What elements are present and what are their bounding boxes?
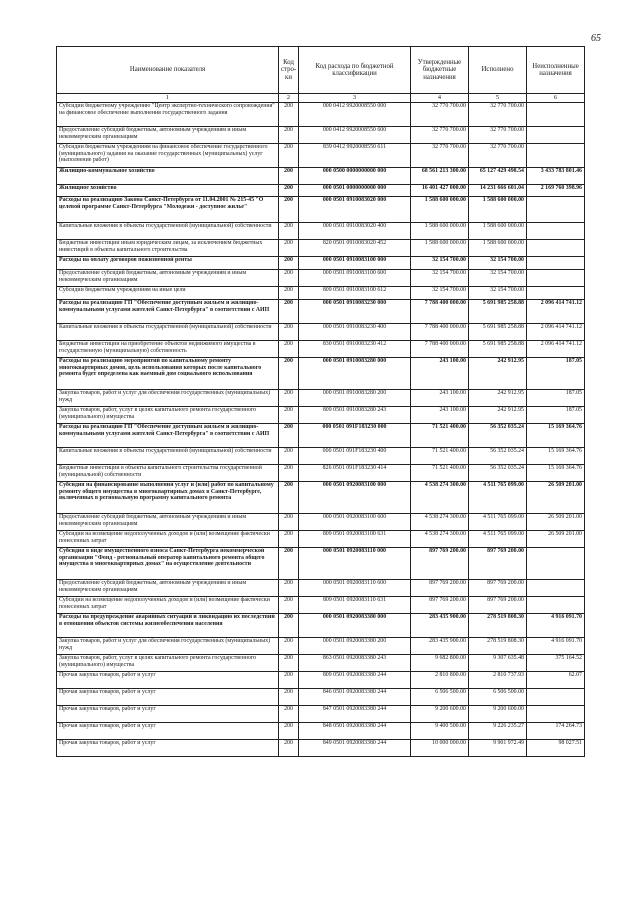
row-executed: 56 352 035.24 <box>469 465 527 482</box>
row-name: Бюджетные инвестиции иным юридическим лицам, за исключением бюджетных инвестиций в объекты капитального строительства <box>57 240 279 257</box>
row-executed: 278 519 808.30 <box>469 614 527 638</box>
table-row <box>57 531 585 548</box>
row-approved: 7 788 400 000.00 <box>411 341 469 358</box>
row-unexecuted: 4 916 091.70 <box>527 638 585 655</box>
table-row <box>57 597 585 614</box>
row-approved: 243 100.00 <box>411 407 469 424</box>
row-unexecuted: 187.05 <box>527 358 585 390</box>
row-executed: 2 810 737.93 <box>469 672 527 689</box>
column-number: 3 <box>299 94 411 103</box>
row-budget-code: 820 0501 0910083020 452 <box>299 240 411 257</box>
column-number: 1 <box>57 94 279 103</box>
row-executed: 65 127 429 498.54 <box>469 168 527 185</box>
table-row <box>57 580 585 597</box>
row-name: Расходы на оплату договоров пожизненной ренты <box>57 257 279 270</box>
row-unexecuted: 2 096 414 741.12 <box>527 324 585 341</box>
row-name: Расходы на предупреждение аварийных ситуаций и ликвидацию их последствий в отношении объектов системы жизнеобеспечения населения <box>57 614 279 638</box>
table-row <box>57 390 585 407</box>
table-row <box>57 482 585 514</box>
header-budget-code: Код расхода по бюджетной классификации <box>299 47 411 94</box>
table-row <box>57 638 585 655</box>
table-row <box>57 655 585 672</box>
row-unexecuted: 375 164.52 <box>527 655 585 672</box>
row-approved: 897 769 200.00 <box>411 548 469 580</box>
row-line-code: 200 <box>279 185 299 197</box>
row-budget-code: 000 0501 0910083280 000 <box>299 358 411 390</box>
row-unexecuted: 26 509 201.00 <box>527 514 585 531</box>
row-executed: 242 912.95 <box>469 358 527 390</box>
row-executed: 4 511 765 099.00 <box>469 531 527 548</box>
row-line-code: 200 <box>279 580 299 597</box>
column-number-row <box>57 94 585 103</box>
table-row <box>57 448 585 465</box>
row-budget-code: 839 0412 9920008550 611 <box>299 144 411 168</box>
row-unexecuted: 4 916 091.70 <box>527 614 585 638</box>
page-number: 65 <box>591 33 601 44</box>
row-executed: 56 352 035.24 <box>469 424 527 448</box>
row-name: Закупка товаров, работ и услуг для обеспечения государственных (муниципальных) нужд <box>57 638 279 655</box>
row-budget-code: 000 0501 0910083230 000 <box>299 300 411 324</box>
table-row <box>57 240 585 257</box>
row-budget-code: 000 0412 9920008550 600 <box>299 127 411 144</box>
row-name: Прочая закупка товаров, работ и услуг <box>57 689 279 706</box>
table-row <box>57 144 585 168</box>
row-name: Предоставление субсидий бюджетным, автономным учреждениям и иным некоммерческим организациям <box>57 127 279 144</box>
row-approved: 71 521 400.00 <box>411 448 469 465</box>
row-unexecuted: 26 509 201.00 <box>527 482 585 514</box>
row-name: Закупка товаров, работ и услуг для обеспечения государственных (муниципальных) нужд <box>57 390 279 407</box>
row-name: Субсидия на финансирование выполнения услуг и (или) работ по капитальному ремонту общего имущества в многоквартирных домах в Санкт-Петербурге, включенных в региональную программу капитального ремонта <box>57 482 279 514</box>
row-line-code: 200 <box>279 723 299 740</box>
row-executed: 9 901 972.49 <box>469 740 527 757</box>
row-executed: 9 307 635.48 <box>469 655 527 672</box>
row-approved: 9 400 500.00 <box>411 723 469 740</box>
row-budget-code: 847 0501 0920083380 244 <box>299 706 411 723</box>
row-budget-code: 000 0501 0910083100 000 <box>299 257 411 270</box>
row-executed: 242 912.95 <box>469 390 527 407</box>
row-name: Субсидия в виде имущественного взноса Санкт-Петербурга некоммерческой организации "Фонд - региональный оператор капитального ремонта общего имущества в многоквартирных домах" на осуществление деятельности <box>57 548 279 580</box>
row-name: Расходы на реализацию ГП "Обеспечение доступным жильем и жилищно-коммунальными услугами жителей Санкт-Петербурга" в соответствии с АИП <box>57 424 279 448</box>
row-name: Бюджетные инвестиции в объекты капитального строительства государственной (муниципальной) собственности <box>57 465 279 482</box>
row-approved: 32 154 700.00 <box>411 287 469 300</box>
row-executed: 897 769 200.00 <box>469 580 527 597</box>
row-approved: 71 521 400.00 <box>411 424 469 448</box>
row-unexecuted <box>527 270 585 287</box>
row-budget-code: 809 0501 0920083110 631 <box>299 597 411 614</box>
table-row <box>57 465 585 482</box>
row-unexecuted: 187.05 <box>527 407 585 424</box>
row-budget-code: 863 0501 0920083380 243 <box>299 655 411 672</box>
row-name: Прочая закупка товаров, работ и услуг <box>57 706 279 723</box>
row-budget-code: 809 0501 0910083280 243 <box>299 407 411 424</box>
row-unexecuted: 187.05 <box>527 390 585 407</box>
row-approved: 1 588 600 000.00 <box>411 197 469 223</box>
row-executed: 32 770 700.00 <box>469 144 527 168</box>
row-name: Расходы на реализацию ГП "Обеспечение доступным жильем и жилищно-коммунальными услугами жителей Санкт-Петербурга" в соответствии с АИП <box>57 300 279 324</box>
row-budget-code: 000 0501 0910083020 400 <box>299 223 411 240</box>
row-unexecuted <box>527 197 585 223</box>
header-unexecuted: Неисполненные назначения <box>527 47 585 94</box>
row-budget-code: 000 0501 0920083100 000 <box>299 482 411 514</box>
table-row <box>57 287 585 300</box>
row-line-code: 200 <box>279 465 299 482</box>
table-header-row <box>57 47 585 94</box>
row-line-code: 200 <box>279 514 299 531</box>
row-line-code: 200 <box>279 324 299 341</box>
row-approved: 283 435 900.00 <box>411 614 469 638</box>
row-unexecuted: 174 264.73 <box>527 723 585 740</box>
row-line-code: 200 <box>279 655 299 672</box>
row-budget-code: 000 0500 0000000000 000 <box>299 168 411 185</box>
row-line-code: 200 <box>279 740 299 757</box>
row-budget-code: 826 0501 091F183230 414 <box>299 465 411 482</box>
table-row <box>57 672 585 689</box>
row-approved: 32 154 700.00 <box>411 257 469 270</box>
row-budget-code: 848 0501 0920083380 244 <box>299 723 411 740</box>
row-unexecuted <box>527 706 585 723</box>
row-unexecuted: 62.07 <box>527 672 585 689</box>
row-approved: 243 100.00 <box>411 390 469 407</box>
row-approved: 32 154 700.00 <box>411 270 469 287</box>
row-name: Субсидии на возмещение недополученных доходов и (или) возмещение фактически понесенных затрат <box>57 597 279 614</box>
row-executed: 32 154 700.00 <box>469 270 527 287</box>
table-row <box>57 103 585 127</box>
row-line-code: 200 <box>279 300 299 324</box>
row-executed: 5 691 985 258.88 <box>469 324 527 341</box>
row-line-code: 200 <box>279 597 299 614</box>
row-approved: 32 770 700.00 <box>411 144 469 168</box>
row-budget-code: 000 0501 0920083380 200 <box>299 638 411 655</box>
row-line-code: 200 <box>279 257 299 270</box>
row-unexecuted <box>527 580 585 597</box>
row-unexecuted <box>527 144 585 168</box>
row-approved: 283 435 900.00 <box>411 638 469 655</box>
row-line-code: 200 <box>279 390 299 407</box>
header-indicator-name: Наименование показателя <box>57 47 279 94</box>
table-row <box>57 548 585 580</box>
row-line-code: 200 <box>279 424 299 448</box>
row-name: Субсидии на возмещение недополученных доходов и (или) возмещение фактически понесенных затрат <box>57 531 279 548</box>
row-executed: 56 352 035.24 <box>469 448 527 465</box>
row-line-code: 200 <box>279 358 299 390</box>
table-row <box>57 424 585 448</box>
row-budget-code: 846 0501 0920083380 244 <box>299 689 411 706</box>
row-name: Прочая закупка товаров, работ и услуг <box>57 740 279 757</box>
row-executed: 14 231 666 601.04 <box>469 185 527 197</box>
row-approved: 897 769 200.00 <box>411 597 469 614</box>
row-approved: 71 521 400.00 <box>411 465 469 482</box>
row-line-code: 200 <box>279 168 299 185</box>
row-unexecuted <box>527 103 585 127</box>
row-line-code: 200 <box>279 672 299 689</box>
row-unexecuted: 3 433 783 801.46 <box>527 168 585 185</box>
row-line-code: 200 <box>279 614 299 638</box>
table-row <box>57 300 585 324</box>
row-name: Жилищно-коммунальное хозяйство <box>57 168 279 185</box>
table-row <box>57 127 585 144</box>
row-budget-code: 000 0501 0910083100 600 <box>299 270 411 287</box>
row-budget-code: 000 0501 091F183230 000 <box>299 424 411 448</box>
row-unexecuted: 26 509 201.00 <box>527 531 585 548</box>
row-budget-code: 000 0501 0910083230 400 <box>299 324 411 341</box>
row-name: Бюджетные инвестиции на приобретение объектов недвижимого имущества в государственную (муниципальную) собственность <box>57 341 279 358</box>
row-executed: 278 519 808.30 <box>469 638 527 655</box>
row-approved: 243 100.00 <box>411 358 469 390</box>
row-unexecuted <box>527 223 585 240</box>
row-approved: 4 538 274 300.00 <box>411 514 469 531</box>
table-row <box>57 723 585 740</box>
row-executed: 32 154 700.00 <box>469 257 527 270</box>
row-name: Прочая закупка товаров, работ и услуг <box>57 672 279 689</box>
header-executed: Исполнено <box>469 47 527 94</box>
row-name: Жилищное хозяйство <box>57 185 279 197</box>
row-line-code: 200 <box>279 407 299 424</box>
table-row <box>57 341 585 358</box>
row-unexecuted: 98 027.51 <box>527 740 585 757</box>
row-unexecuted <box>527 240 585 257</box>
row-budget-code: 809 0501 0920083100 631 <box>299 531 411 548</box>
table-body <box>57 103 585 757</box>
table-row <box>57 197 585 223</box>
row-name: Субсидии бюджетным учреждениям на иные цели <box>57 287 279 300</box>
row-unexecuted: 2 096 414 741.12 <box>527 341 585 358</box>
row-executed: 9 200 600.00 <box>469 706 527 723</box>
row-unexecuted <box>527 689 585 706</box>
row-line-code: 200 <box>279 103 299 127</box>
row-executed: 4 511 765 099.00 <box>469 514 527 531</box>
row-line-code: 200 <box>279 482 299 514</box>
table-row <box>57 324 585 341</box>
row-unexecuted <box>527 287 585 300</box>
column-number: 6 <box>527 94 585 103</box>
row-executed: 5 691 985 258.88 <box>469 341 527 358</box>
row-budget-code: 000 0501 0910083020 000 <box>299 197 411 223</box>
table-row <box>57 223 585 240</box>
row-approved: 1 588 600 000.00 <box>411 240 469 257</box>
row-unexecuted: 15 169 364.76 <box>527 465 585 482</box>
row-budget-code: 000 0501 0000000000 000 <box>299 185 411 197</box>
row-line-code: 200 <box>279 127 299 144</box>
row-unexecuted: 2 169 760 398.96 <box>527 185 585 197</box>
row-approved: 9 200 600.00 <box>411 706 469 723</box>
row-approved: 4 538 274 300.00 <box>411 531 469 548</box>
row-budget-code: 000 0501 0920083100 600 <box>299 514 411 531</box>
row-budget-code: 000 0412 9920008550 000 <box>299 103 411 127</box>
row-budget-code: 809 0501 0910083100 612 <box>299 287 411 300</box>
column-number: 5 <box>469 94 527 103</box>
row-executed: 32 770 700.00 <box>469 127 527 144</box>
row-approved: 4 538 274 300.00 <box>411 482 469 514</box>
row-executed: 4 511 765 099.00 <box>469 482 527 514</box>
row-executed: 897 769 200.00 <box>469 597 527 614</box>
row-line-code: 200 <box>279 448 299 465</box>
row-approved: 7 788 400 000.00 <box>411 300 469 324</box>
table-row <box>57 614 585 638</box>
row-approved: 32 770 700.00 <box>411 103 469 127</box>
row-unexecuted <box>527 597 585 614</box>
budget-execution-table <box>56 46 585 757</box>
row-line-code: 200 <box>279 548 299 580</box>
row-line-code: 200 <box>279 287 299 300</box>
table-row <box>57 257 585 270</box>
row-executed: 9 226 235.27 <box>469 723 527 740</box>
table-row <box>57 740 585 757</box>
row-approved: 1 588 600 000.00 <box>411 223 469 240</box>
row-line-code: 200 <box>279 638 299 655</box>
row-executed: 1 588 600 000.00 <box>469 223 527 240</box>
row-budget-code: 000 0501 091F183230 400 <box>299 448 411 465</box>
row-line-code: 200 <box>279 341 299 358</box>
row-name: Субсидии бюджетному учреждению "Центр экспертно-технического сопровождения" на финансовое обеспечение выполнения государственного задания <box>57 103 279 127</box>
table-row <box>57 514 585 531</box>
row-name: Капитальные вложения в объекты государственной (муниципальной) собственности <box>57 223 279 240</box>
row-name: Предоставление субсидий бюджетным, автономным учреждениям и иным некоммерческим организациям <box>57 270 279 287</box>
row-budget-code: 809 0501 0920083380 244 <box>299 672 411 689</box>
row-unexecuted <box>527 548 585 580</box>
row-unexecuted <box>527 257 585 270</box>
row-budget-code: 000 0501 0910083280 200 <box>299 390 411 407</box>
row-approved: 9 682 800.00 <box>411 655 469 672</box>
row-line-code: 200 <box>279 270 299 287</box>
row-name: Закупка товаров, работ, услуг в целях капитального ремонта государственного (муниципального) имущества <box>57 407 279 424</box>
row-line-code: 200 <box>279 223 299 240</box>
row-budget-code: 000 0501 0920083380 000 <box>299 614 411 638</box>
row-approved: 6 506 500.00 <box>411 689 469 706</box>
row-line-code: 200 <box>279 144 299 168</box>
row-name: Капитальные вложения в объекты государственной (муниципальной) собственности <box>57 324 279 341</box>
row-executed: 897 769 200.00 <box>469 548 527 580</box>
row-name: Предоставление субсидий бюджетным, автономным учреждениям и иным некоммерческим организациям <box>57 514 279 531</box>
table-row <box>57 185 585 197</box>
row-unexecuted: 2 096 414 741.12 <box>527 300 585 324</box>
table-row <box>57 358 585 390</box>
row-unexecuted: 15 169 364.76 <box>527 448 585 465</box>
row-approved: 2 810 800.00 <box>411 672 469 689</box>
row-approved: 16 401 427 000.00 <box>411 185 469 197</box>
row-line-code: 200 <box>279 197 299 223</box>
column-number: 4 <box>411 94 469 103</box>
row-name: Расходы на реализацию Закона Санкт-Петербурга от 11.04.2001 № 215-45 "О целевой программе Санкт-Петербурга "Молодежи - доступное жилье" <box>57 197 279 223</box>
row-name: Закупка товаров, работ, услуг в целях капитального ремонта государственного (муниципального) имущества <box>57 655 279 672</box>
header-approved: Утвержденные бюджетные назначения <box>411 47 469 94</box>
row-budget-code: 000 0501 0920083110 000 <box>299 548 411 580</box>
row-executed: 242 912.95 <box>469 407 527 424</box>
table-row <box>57 168 585 185</box>
row-approved: 68 561 213 300.00 <box>411 168 469 185</box>
table-row <box>57 407 585 424</box>
row-budget-code: 849 0501 0920083380 244 <box>299 740 411 757</box>
table-row <box>57 689 585 706</box>
row-unexecuted <box>527 127 585 144</box>
row-name: Капитальные вложения в объекты государственной (муниципальной) собственности <box>57 448 279 465</box>
row-approved: 32 770 700.00 <box>411 127 469 144</box>
table-row <box>57 706 585 723</box>
row-approved: 10 000 000.00 <box>411 740 469 757</box>
row-name: Прочая закупка товаров, работ и услуг <box>57 723 279 740</box>
row-approved: 897 769 200.00 <box>411 580 469 597</box>
row-executed: 5 691 985 258.88 <box>469 300 527 324</box>
column-number: 2 <box>279 94 299 103</box>
row-line-code: 200 <box>279 240 299 257</box>
row-name: Субсидии бюджетным учреждениям на финансовое обеспечение государственного (муниципального) задания на оказание государственных (муниципальных) услуг (выполнение работ) <box>57 144 279 168</box>
row-approved: 7 788 400 000.00 <box>411 324 469 341</box>
row-line-code: 200 <box>279 689 299 706</box>
row-budget-code: 830 0501 0910083230 412 <box>299 341 411 358</box>
row-executed: 1 588 600 000.00 <box>469 240 527 257</box>
table-row <box>57 270 585 287</box>
row-line-code: 200 <box>279 531 299 548</box>
row-executed: 32 770 700.00 <box>469 103 527 127</box>
row-budget-code: 000 0501 0920083110 600 <box>299 580 411 597</box>
header-line-code: Код стро-ки <box>279 47 299 94</box>
row-name: Расходы на реализацию мероприятий по капитальному ремонту многоквартирных домов, цель использования которых после капитального ремонта будет определена как наемный дом социального использования <box>57 358 279 390</box>
row-executed: 6 506 500.00 <box>469 689 527 706</box>
row-executed: 32 154 700.00 <box>469 287 527 300</box>
row-line-code: 200 <box>279 706 299 723</box>
row-name: Предоставление субсидий бюджетным, автономным учреждениям и иным некоммерческим организациям <box>57 580 279 597</box>
row-unexecuted: 15 169 364.76 <box>527 424 585 448</box>
row-executed: 1 588 600 000.00 <box>469 197 527 223</box>
